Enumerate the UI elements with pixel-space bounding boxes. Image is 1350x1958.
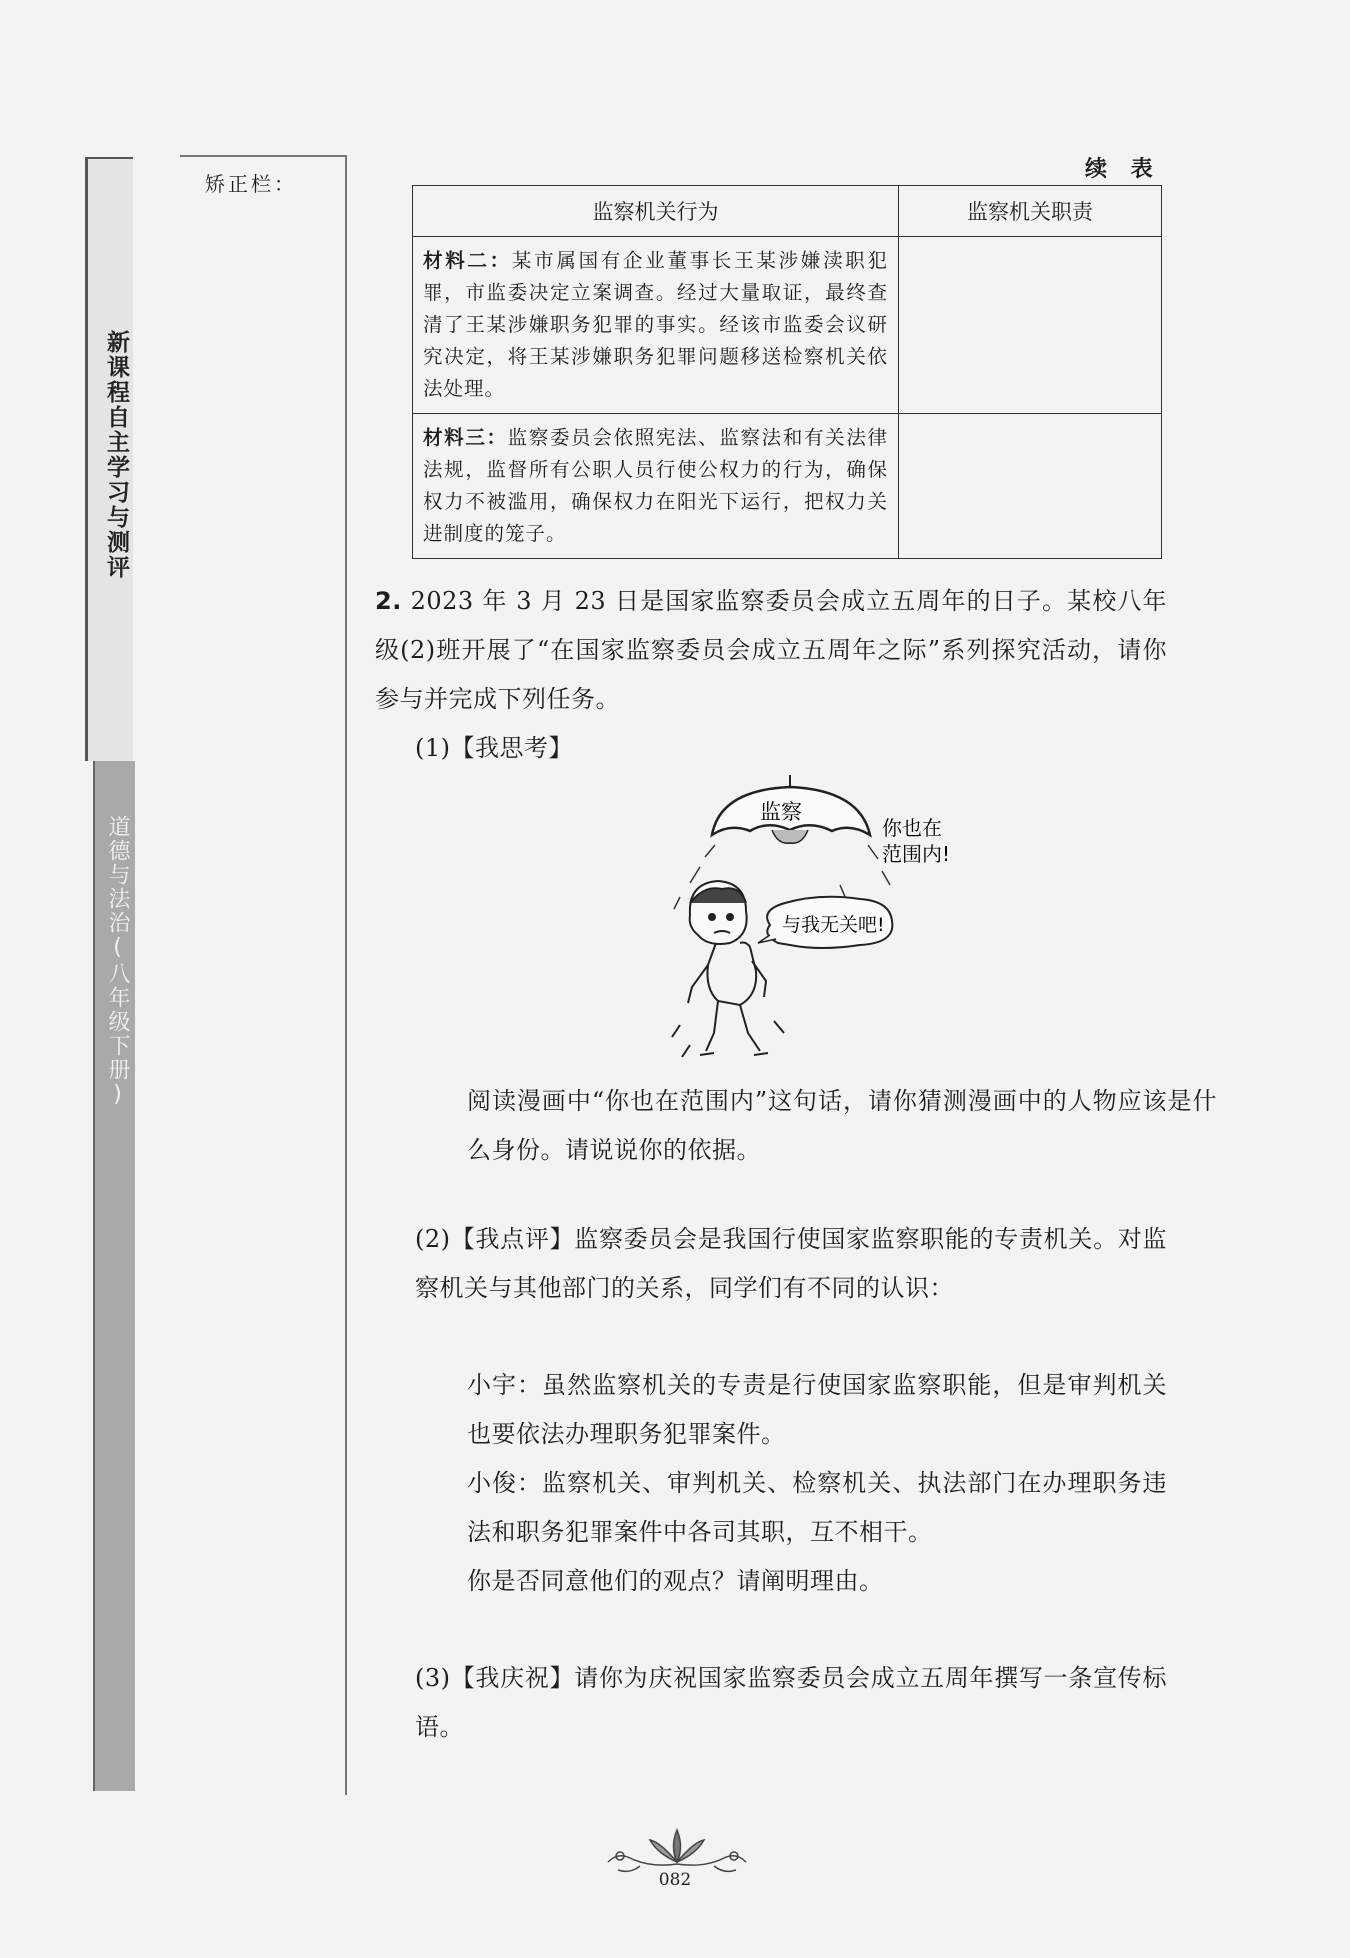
table-row (413, 414, 1162, 559)
opinion-xiaoyu: 小宇：虽然监察机关的专责是行使国家监察职能，但是审判机关也要依法办理职务犯罪案件。 (467, 1371, 1167, 1448)
part1-text: 阅读漫画中“你也在范围内”这句话，请你猜测漫画中的人物应该是什么身份。请说说你的依据。 (467, 1087, 1217, 1164)
material-label: 材料二： (423, 249, 512, 272)
margin-divider (345, 155, 347, 1795)
page-number: 082 (658, 1870, 692, 1890)
material-three-cell (413, 414, 899, 559)
opinion-xiaojun: 小俊：监察机关、审判机关、检察机关、执法部门在办理职务违法和职务犯罪案件中各司其职，互不相干。 (467, 1469, 1167, 1546)
part3-title: (3)【我庆祝】 (415, 1664, 575, 1692)
part3-block (415, 1654, 1167, 1752)
header-behavior: 监察机关行为 (413, 186, 899, 237)
subject-title: 道德与法治(八年级下册) (105, 815, 130, 1109)
question-intro-text: 2023 年 3 月 23 日是国家监察委员会成立五周年的日子。某校八年级(2)班开展了“在国家监察委员会成立五周年之际”系列探究活动，请你参与并完成下列任务。 (375, 587, 1167, 713)
part2-intro: 监察委员会是我国行使国家监察职能的专责机关。对监察机关与其他部门的关系，同学们有不同的认识： (415, 1225, 1168, 1302)
bubble-person: 与我无关吧! (782, 914, 885, 936)
part2-question: 你是否同意他们的观点？请阐明理由。 (467, 1567, 884, 1595)
umbrella-label: 监察 (760, 800, 802, 824)
margin-top-line (180, 155, 347, 157)
question-2-intro (375, 577, 1167, 724)
table-header-row (413, 186, 1162, 237)
material-label: 材料三： (423, 426, 508, 449)
table-row (413, 237, 1162, 414)
part1-title: (1)【我思考】 (415, 734, 573, 762)
part3-text: 请你为庆祝国家监察委员会成立五周年撰写一条宣传标语。 (415, 1664, 1168, 1741)
material-text: 某市属国有企业董事长王某涉嫌渎职犯罪，市监委决定立案调查。经过大量取证，最终查清了王某涉嫌职务犯罪的事实。经该市监委会议研究决定，将王某涉嫌职务犯罪问题移送检察机关依法处理。 (423, 249, 888, 400)
series-title: 新课程自主学习与测评 (103, 330, 129, 580)
part2-block (415, 1215, 1167, 1313)
materials-table (412, 185, 1162, 559)
part2-title: (2)【我点评】 (415, 1225, 575, 1253)
header-duty: 监察机关职责 (899, 186, 1162, 237)
answer-cell[interactable] (899, 237, 1162, 414)
answer-cell[interactable] (899, 414, 1162, 559)
cartoon-illustration (660, 775, 980, 1075)
bubble-right-line2: 范围内! (882, 842, 951, 866)
floral-ornament (600, 1822, 755, 1877)
correction-column-label: 矫正栏： (205, 172, 297, 196)
question-number: 2. (375, 587, 402, 615)
table-continued-label: 续 表 (1085, 157, 1161, 182)
material-two-cell (413, 237, 899, 414)
material-text: 监察委员会依照宪法、监察法和有关法律法规，监督所有公职人员行使公权力的行为，确保权力不被滥用，确保权力在阳光下运行，把权力关进制度的笼子。 (423, 426, 888, 545)
bubble-right-line1: 你也在 (882, 816, 942, 840)
